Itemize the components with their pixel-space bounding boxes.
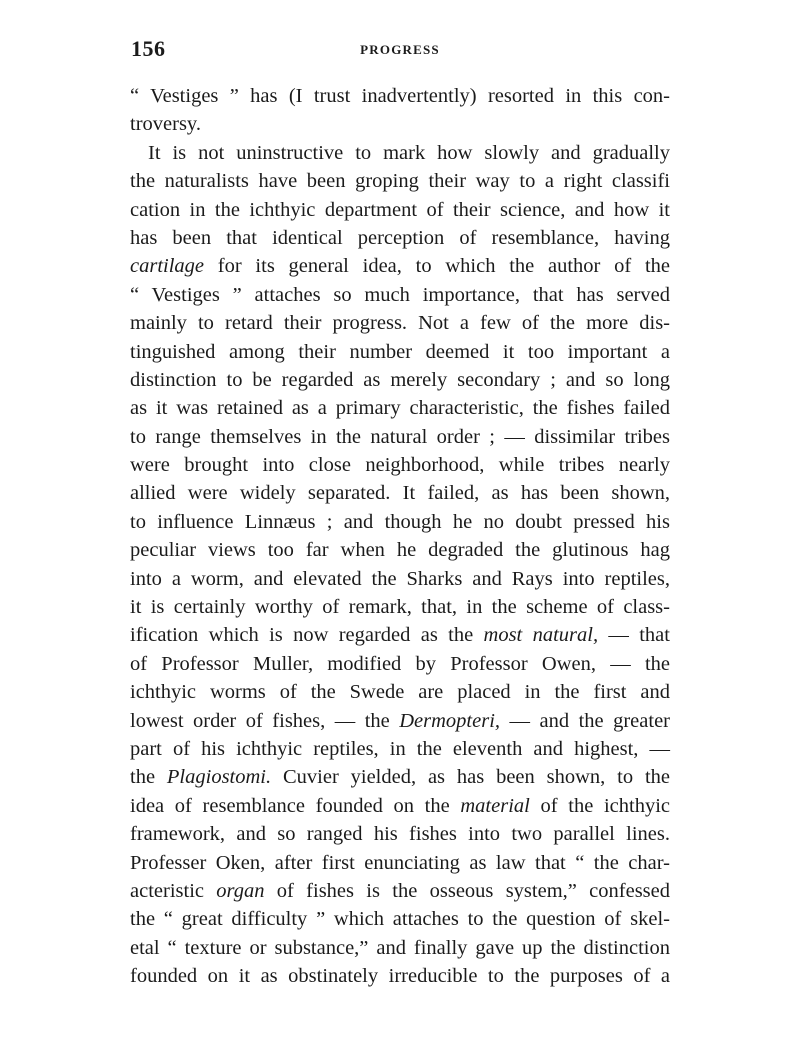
text-segment: — and the greater bbox=[500, 709, 670, 732]
text-line: has been that identical perception of resemblance, having bbox=[130, 226, 670, 249]
text-segment: ification which is now regarded as the bbox=[130, 624, 484, 647]
text-line bbox=[130, 877, 670, 905]
italic-text: most natural, bbox=[483, 624, 599, 647]
text-line: to range themselves in the natural order ; — dissimilar tribes bbox=[130, 425, 670, 448]
text-segment: lowest order of fishes, — the bbox=[130, 709, 400, 732]
italic-text: organ bbox=[216, 879, 265, 902]
text-line: to influence Linnæus ; and though he no doubt pressed his bbox=[130, 510, 670, 533]
text-line: etal “ texture or substance,” and finally gave up the distinction bbox=[130, 936, 670, 959]
text-line: troversy. bbox=[130, 113, 201, 136]
text-line bbox=[130, 707, 670, 735]
text-line: distinction to be regarded as merely secondary ; and so long bbox=[130, 368, 670, 391]
running-head: PROGRESS bbox=[360, 42, 440, 57]
text-line bbox=[130, 763, 670, 791]
text-line: it is certainly worthy of remark, that, in the scheme of class- bbox=[130, 596, 670, 619]
text-line: were brought into close neighborhood, while tribes nearly bbox=[130, 454, 670, 477]
text-line: ichthyic worms of the Swede are placed in the first and bbox=[130, 681, 670, 704]
text-line bbox=[130, 621, 670, 649]
text-segment: of the ichthyic bbox=[529, 794, 670, 817]
text-line: founded on it as obstinately irreducible to the purposes of a bbox=[130, 965, 670, 988]
text-line: “ Vestiges ” attaches so much importance, that has served bbox=[130, 283, 670, 306]
body-text bbox=[130, 82, 670, 991]
text-segment: — that bbox=[598, 624, 670, 647]
text-line: Professer Oken, after first enunciating as law that “ the char- bbox=[130, 851, 670, 874]
italic-text: cartilage bbox=[130, 255, 205, 278]
text-line: of Professor Muller, modified by Professor Owen, — the bbox=[130, 652, 670, 675]
text-segment: idea of resemblance founded on the bbox=[130, 794, 461, 817]
text-segment: Cuvier yielded, as has been shown, to the bbox=[271, 766, 670, 789]
italic-text: Dermopteri, bbox=[399, 709, 501, 732]
italic-text: material bbox=[460, 794, 530, 817]
text-line: framework, and so ranged his fishes into two parallel lines. bbox=[130, 823, 670, 846]
text-line: the naturalists have been groping their way to a right classifi bbox=[130, 170, 670, 193]
text-line: tinguished among their number deemed it too important a bbox=[130, 340, 670, 363]
text-line: peculiar views too far when he degraded the glutinous hag bbox=[130, 539, 670, 562]
page-number: 156 bbox=[131, 36, 166, 61]
text-line: “ Vestiges ” has (I trust inadvertently) resorted in this con- bbox=[130, 85, 670, 107]
text-line: part of his ichthyic reptiles, in the eleventh and highest, — bbox=[130, 737, 670, 760]
text-line bbox=[130, 252, 670, 280]
text-line: cation in the ichthyic department of their science, and how it bbox=[130, 198, 670, 221]
text-line: the “ great difficulty ” which attaches to the question of skel- bbox=[130, 908, 670, 931]
text-line: allied were widely separated. It failed, as has been shown, bbox=[130, 482, 670, 505]
text-line: as it was retained as a primary characteristic, the fishes failed bbox=[130, 397, 670, 420]
italic-text: Plagiostomi. bbox=[166, 766, 272, 789]
text-line: It is not uninstructive to mark how slowly and gradually bbox=[148, 141, 670, 164]
text-line bbox=[130, 792, 670, 820]
text-line: into a worm, and elevated the Sharks and Rays into reptiles, bbox=[130, 567, 670, 590]
text-segment: acteristic bbox=[130, 879, 217, 902]
text-line: mainly to retard their progress. Not a few of the more dis- bbox=[130, 312, 670, 335]
text-segment: of fishes is the osseous system,” confessed bbox=[264, 879, 670, 902]
text-segment: the bbox=[130, 766, 167, 789]
text-segment: for its general idea, to which the author of the bbox=[204, 255, 670, 278]
